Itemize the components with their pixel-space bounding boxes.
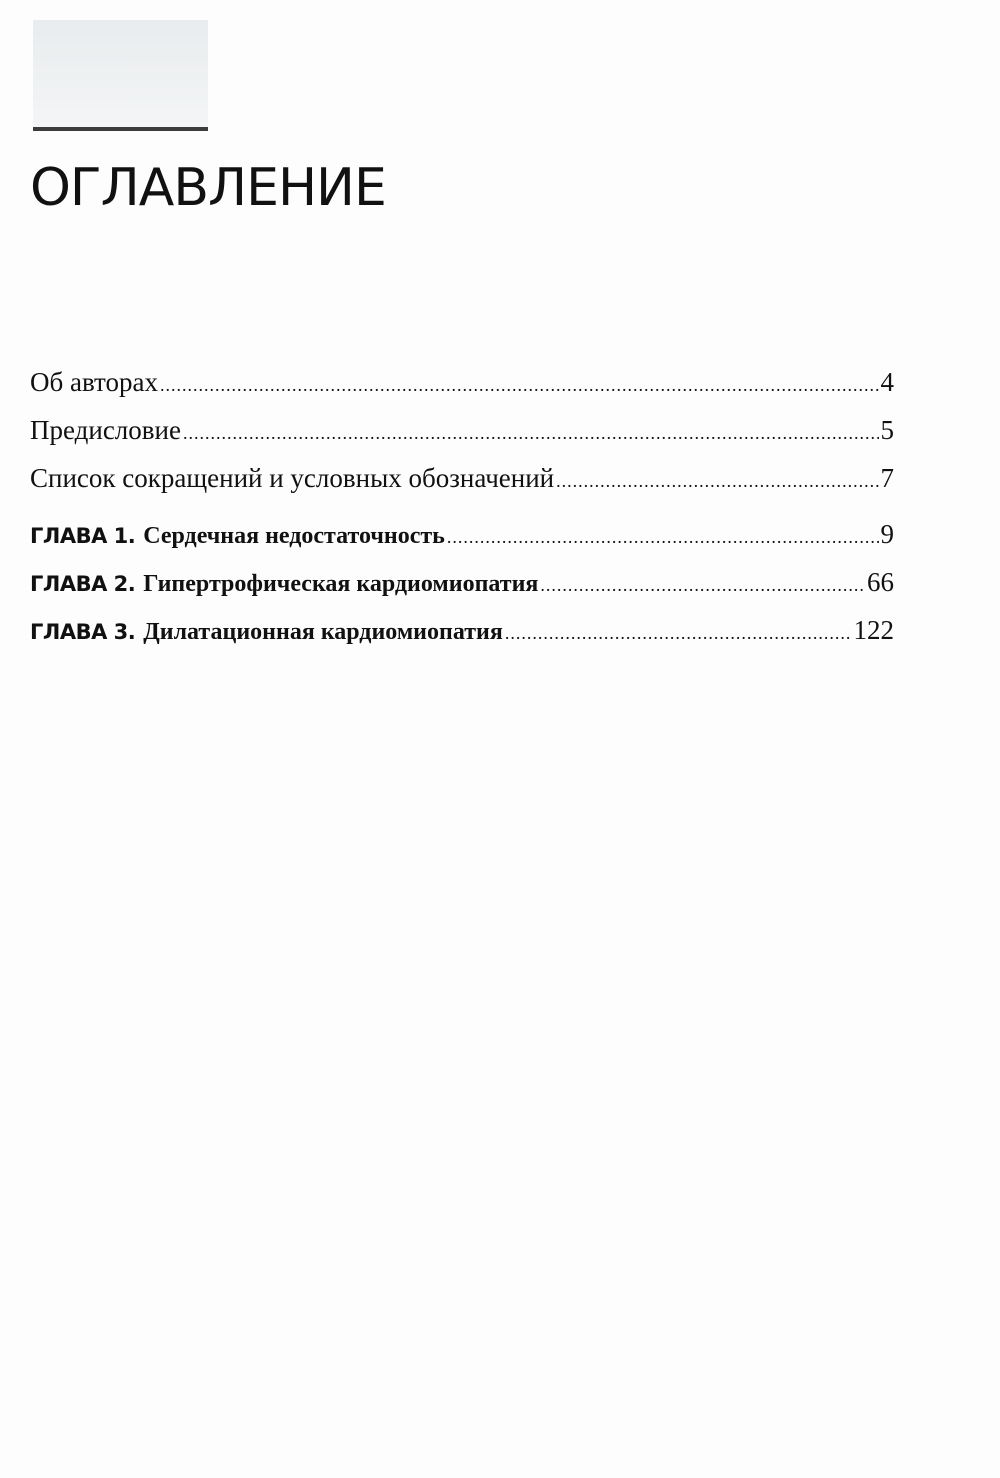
toc-entry[interactable] (30, 462, 894, 497)
chapter-title: Гипертрофическая кардиомиопатия (143, 571, 539, 597)
chapter-page: 122 (853, 615, 894, 645)
chapter-page: 66 (867, 567, 894, 597)
chapter-title: Дилатационная кардиомиопатия (143, 619, 503, 645)
decorative-gray-block (33, 20, 208, 127)
toc-entry[interactable] (30, 366, 894, 401)
leader-dots (540, 569, 865, 601)
toc-entry-label: Список сокращений и условных обозначений (30, 463, 555, 493)
leader-dots (183, 417, 879, 449)
leader-dots (505, 617, 852, 649)
toc-chapter[interactable] (30, 566, 894, 601)
toc-entry-page: 4 (880, 367, 894, 397)
leader-dots (556, 465, 878, 497)
chapter-page: 9 (880, 519, 894, 549)
toc-entry-page: 7 (880, 463, 894, 493)
toc-entry-label: Об авторах (30, 367, 158, 397)
leader-dots (447, 521, 879, 553)
leader-dots (160, 369, 879, 401)
chapter-title: Сердечная недостаточность (143, 523, 445, 549)
page-title: ОГЛАВЛЕНИЕ (30, 158, 386, 218)
toc-entry-page: 5 (880, 415, 894, 445)
chapter-number: ГЛАВА 3. (30, 620, 136, 644)
chapter-number: ГЛАВА 1. (30, 524, 136, 548)
toc-chapter[interactable] (30, 518, 894, 553)
toc-chapter[interactable] (30, 614, 894, 649)
decorative-rule (33, 127, 208, 131)
toc-entry-label: Предисловие (30, 415, 181, 445)
toc-entry[interactable] (30, 414, 894, 449)
chapter-number: ГЛАВА 2. (30, 572, 136, 596)
